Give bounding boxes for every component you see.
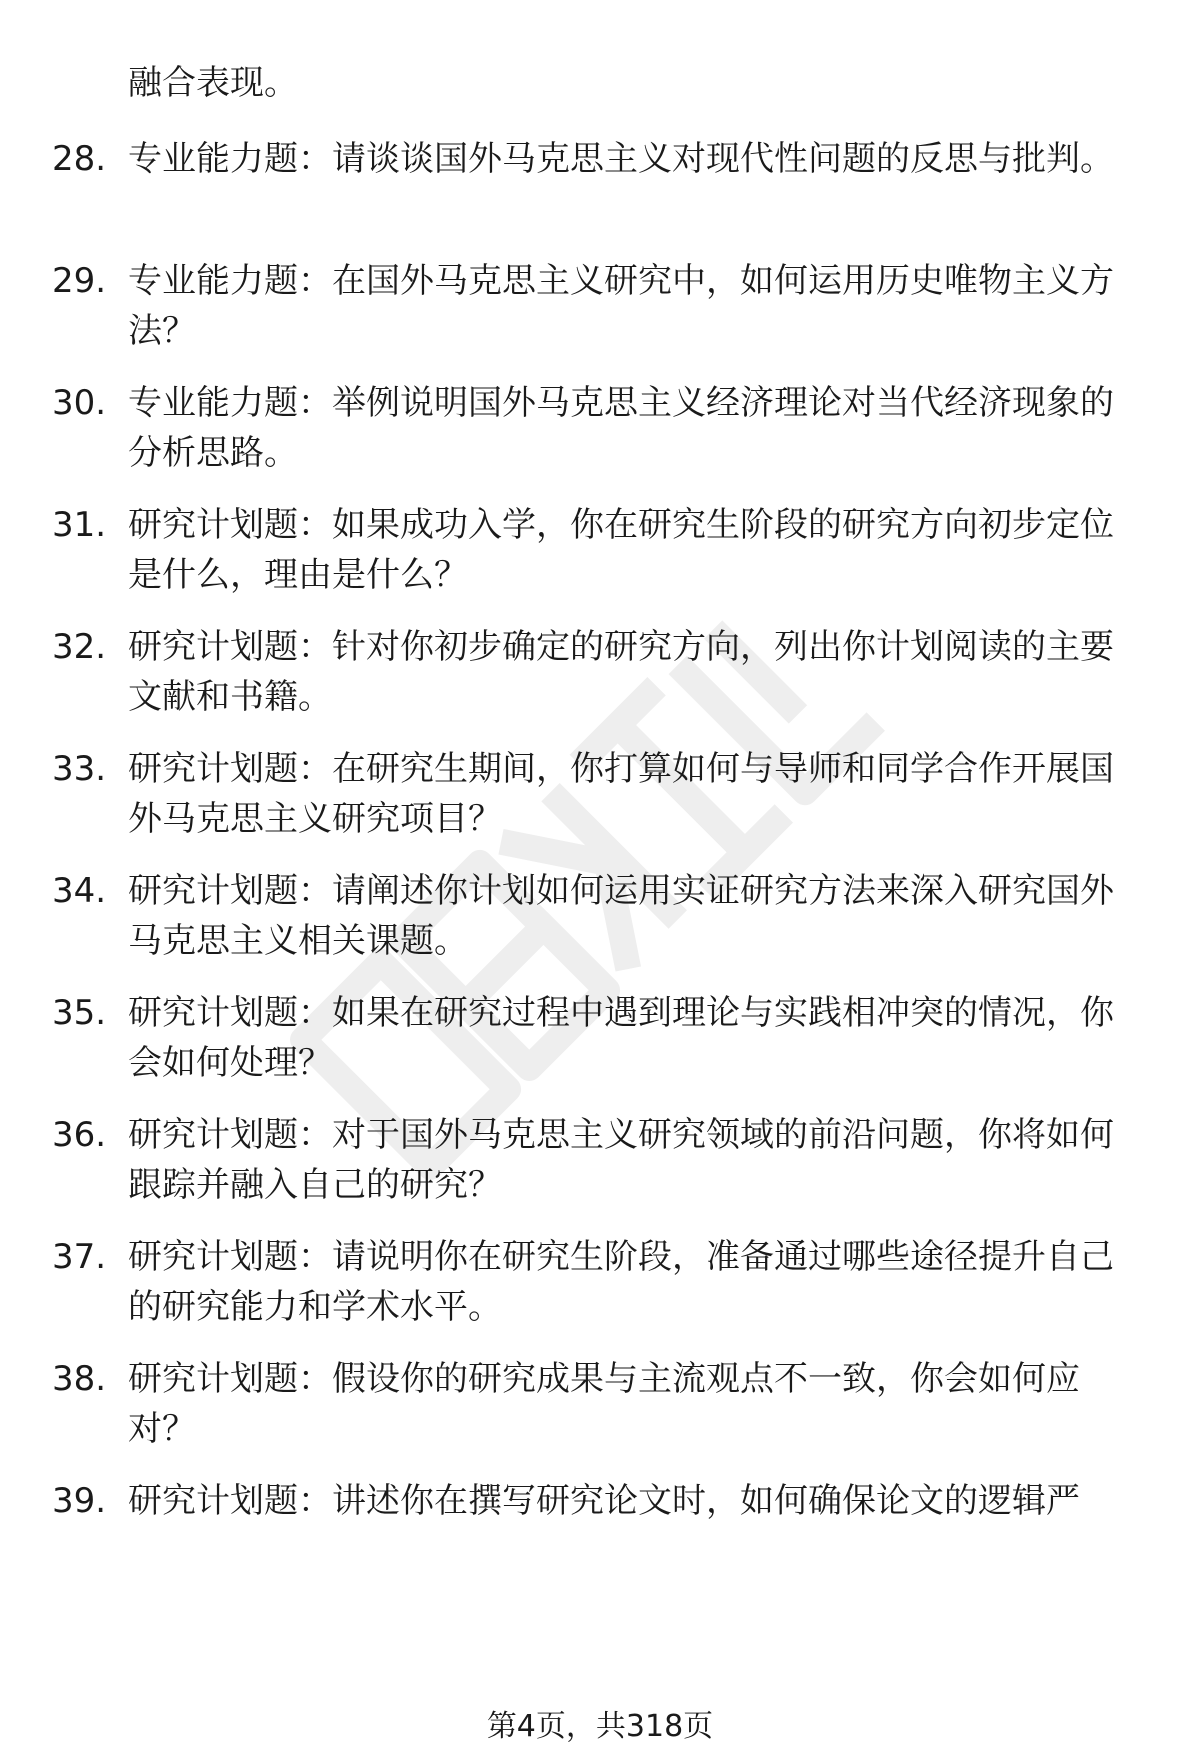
page-footer: 第4页，共318页 [486,1709,714,1744]
item-number: 29. [52,261,107,301]
item-number: 37. [52,1237,107,1277]
item-number: 33. [52,749,107,789]
item-text: 研究计划题：讲述你在撰写研究论文时，如何确保论文的逻辑严 [128,1481,1080,1521]
item-text: 研究计划题：如果成功入学，你在研究生阶段的研究方向初步定位是什么，理由是什么？ [128,505,1114,595]
item-text: 研究计划题：请阐述你计划如何运用实证研究方法来深入研究国外马克思主义相关课题。 [128,871,1114,961]
continuation-text: 融合表现。 [128,63,298,103]
item-text: 专业能力题：在国外马克思主义研究中，如何运用历史唯物主义方法？ [128,261,1114,351]
item-number: 30. [52,383,107,423]
item-text: 研究计划题：在研究生期间，你打算如何与导师和同学合作开展国外马克思主义研究项目？ [128,749,1114,839]
item-number: 32. [52,627,107,667]
item-text: 研究计划题：请说明你在研究生阶段，准备通过哪些途径提升自己的研究能力和学术水平。 [128,1237,1114,1327]
item-text: 研究计划题：如果在研究过程中遇到理论与实践相冲突的情况，你会如何处理？ [128,993,1114,1083]
item-text: 研究计划题：对于国外马克思主义研究领域的前沿问题，你将如何跟踪并融入自己的研究？ [128,1115,1114,1205]
item-text: 研究计划题：假设你的研究成果与主流观点不一致，你会如何应对？ [128,1359,1080,1449]
item-number: 39. [52,1481,107,1521]
item-number: 36. [52,1115,107,1155]
item-text: 专业能力题：举例说明国外马克思主义经济理论对当代经济现象的分析思路。 [128,383,1114,473]
item-text: 专业能力题：请谈谈国外马克思主义对现代性问题的反思与批判。 [128,139,1114,179]
item-number: 34. [52,871,107,911]
item-number: 35. [52,993,107,1033]
item-number: 38. [52,1359,107,1399]
item-number: 31. [52,505,107,545]
item-text: 研究计划题：针对你初步确定的研究方向，列出你计划阅读的主要文献和书籍。 [128,627,1114,717]
item-number: 28. [52,139,107,179]
